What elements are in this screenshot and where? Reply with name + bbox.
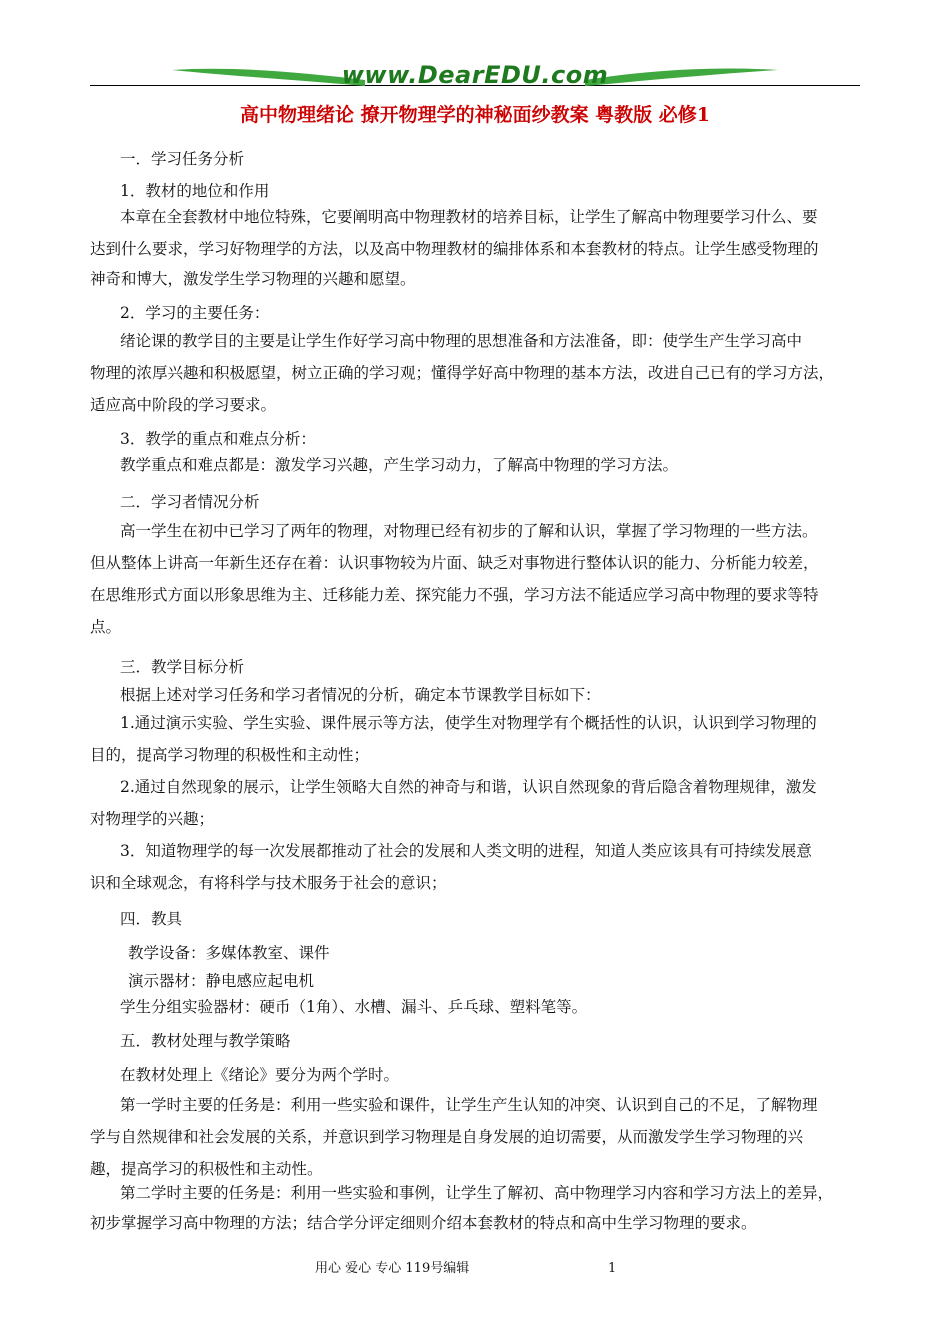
paragraph-line: 2.通过自然现象的展示，让学生领略大自然的神奇与和谐，认识自然现象的背后隐含着物理规律，激发 (120, 778, 817, 796)
paragraph-line: 但从整体上讲高一年新生还存在着：认识事物较为片面、缺乏对事物进行整体认识的能力、分析能力较差， (90, 554, 819, 572)
paragraph-line: 在思维形式方面以形象思维为主、迁移能力差、探究能力不强，学习方法不能适应学习高中物理的要求等特 (90, 586, 819, 604)
paragraph-line: 学与自然规律和社会发展的关系，并意识到学习物理是自身发展的迫切需要，从而激发学生学习物理的兴 (90, 1128, 804, 1146)
paragraph-line: 适应高中阶段的学习要求。 (90, 396, 277, 414)
paragraph-line: 根据上述对学习任务和学习者情况的分析，确定本节课教学目标如下： (120, 686, 601, 704)
document-title: 高中物理绪论 撩开物理学的神秘面纱教案 粤教版 必修1 (239, 104, 711, 126)
section-heading: 四．教具 (120, 910, 183, 928)
paragraph-line: 第二学时主要的任务是：利用一些实验和事例，让学生了解初、高中物理学习内容和学习方法上的差异， (120, 1184, 834, 1202)
paragraph-line: 目的，提高学习物理的积极性和主动性； (90, 746, 370, 764)
footer-text: 用心 爱心 专心 119号编辑 (315, 1261, 470, 1276)
paragraph-line: 演示器材：静电感应起电机 (128, 972, 315, 990)
paragraph-line: 点。 (90, 618, 122, 636)
paragraph-line: 教学重点和难点都是：激发学习兴趣，产生学习动力，了解高中物理的学习方法。 (120, 456, 679, 474)
paragraph-line: 教学设备：多媒体教室、课件 (128, 944, 330, 962)
subsection-heading: 1．教材的地位和作用 (120, 182, 270, 200)
logo-text: www.DearEDU.com (341, 61, 609, 89)
paragraph-line: 神奇和博大，激发学生学习物理的兴趣和愿望。 (90, 270, 416, 288)
section-heading: 一．学习任务分析 (120, 150, 245, 168)
section-heading: 二．学习者情况分析 (120, 493, 260, 511)
paragraph-line: 第一学时主要的任务是：利用一些实验和课件，让学生产生认知的冲突、认识到自己的不足，了解物理 (120, 1096, 818, 1114)
paragraph-line: 在教材处理上《绪论》要分为两个学时。 (120, 1066, 400, 1084)
paragraph-line: 1.通过演示实验、学生实验、课件展示等方法，使学生对物理学有个概括性的认识，认识到学习物理的 (120, 714, 817, 732)
subsection-heading: 2．学习的主要任务： (120, 304, 270, 322)
site-logo (170, 58, 780, 98)
paragraph-line: 学生分组实验器材：硬币（1角）、水槽、漏斗、乒乓球、塑料笔等。 (120, 998, 588, 1016)
paragraph-line: 趣，提高学习的积极性和主动性。 (90, 1160, 323, 1178)
paragraph-line: 初步掌握学习高中物理的方法；结合学分评定细则介绍本套教材的特点和高中生学习物理的要求。 (90, 1214, 757, 1232)
section-heading: 五．教材处理与教学策略 (120, 1032, 291, 1050)
paragraph-line: 本章在全套教材中地位特殊，它要阐明高中物理教材的培养目标，让学生了解高中物理要学习什么、要 (120, 208, 818, 226)
paragraph-line: 物理的浓厚兴趣和积极愿望，树立正确的学习观；懂得学好高中物理的基本方法，改进自己已有的学习方法， (90, 364, 835, 382)
paragraph-line: 对物理学的兴趣； (90, 810, 215, 828)
paragraph-line: 绪论课的教学目的主要是让学生作好学习高中物理的思想准备和方法准备，即：使学生产生学习高中 (120, 332, 803, 350)
paragraph-line: 高一学生在初中已学习了两年的物理，对物理已经有初步的了解和认识，掌握了学习物理的一些方法。 (120, 522, 818, 540)
page-number: 1 (608, 1261, 617, 1276)
subsection-heading: 3．教学的重点和难点分析： (120, 430, 316, 448)
paragraph-line: 达到什么要求，学习好物理学的方法，以及高中物理教材的编排体系和本套教材的特点。让学生感受物理的 (90, 240, 819, 258)
paragraph-line: 识和全球观念，有将科学与技术服务于社会的意识； (90, 874, 447, 892)
paragraph-line: 3．知道物理学的每一次发展都推动了社会的发展和人类文明的进程，知道人类应该具有可持续发展意 (120, 842, 812, 860)
section-heading: 三．教学目标分析 (120, 658, 245, 676)
